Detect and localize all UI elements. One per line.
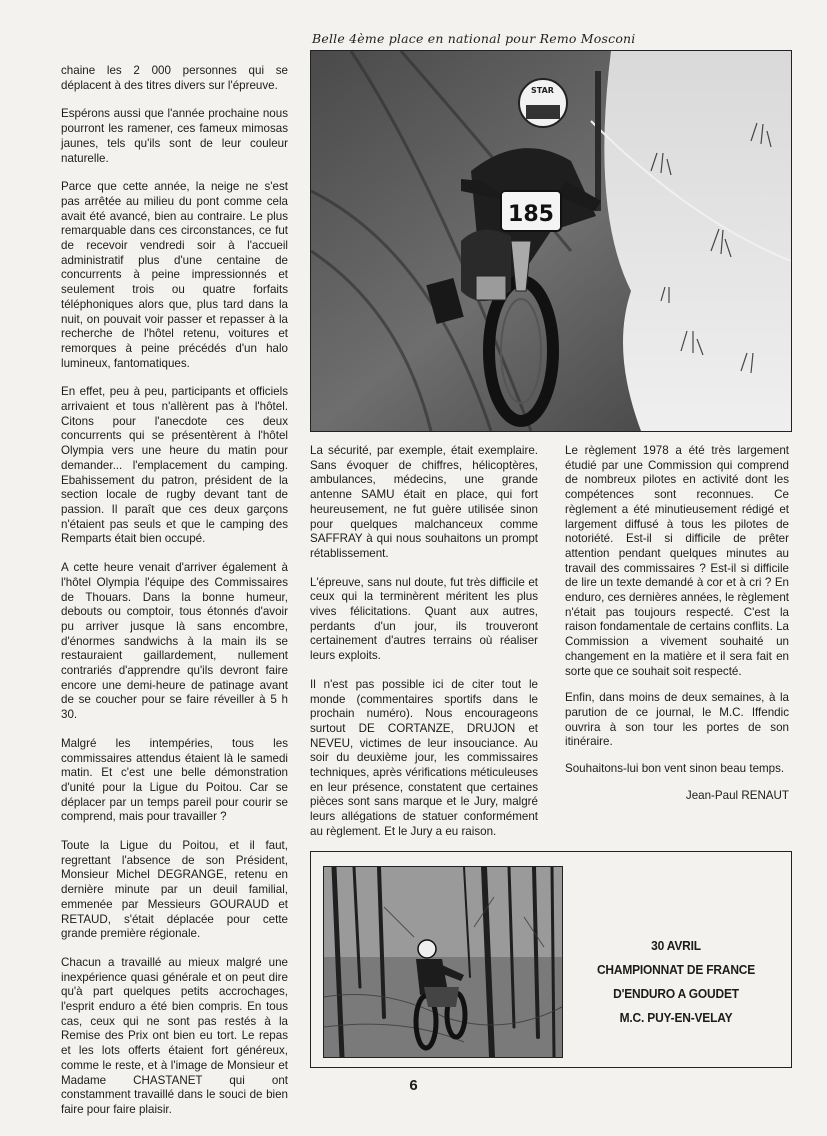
paragraph: Espérons aussi que l'année prochaine nous pourront les ramener, ces fameux mimosas jaunes, tels qu'ils sont de leur couleur naturelle. bbox=[61, 107, 288, 165]
event-details bbox=[574, 934, 778, 1030]
author-signature: Jean-Paul RENAUT bbox=[685, 788, 789, 802]
handwritten-caption: Belle 4ème place en national pour Remo Mosconi bbox=[312, 31, 636, 46]
photo-forest-illustration bbox=[324, 867, 562, 1057]
paragraph: Souhaitons-lui bon vent sinon beau temps. bbox=[565, 762, 785, 776]
race-number: 185 bbox=[508, 202, 554, 227]
paragraph: En effet, peu à peu, participants et officiels arrivaient et tous n'allèrent pas à l'hôtel. Citons pour l'anecdote ces deux concurrents qui se présentèrent à l'hôtel Olympia vers une heure du matin pour demander... l'emplacement du camping. Ebahissement du patron, président de la section locale de rugby devant tant de passion. Il paraît que ces deux garçons n'étaient pas seuls et que le camping des Remparts était bien occupé. bbox=[61, 385, 288, 546]
event-organizer: M.C. PUY-EN-VELAY bbox=[619, 1010, 733, 1025]
paragraph: L'épreuve, sans nul doute, fut très difficile et ceux qui la terminèrent méritent les plus vives félicitations. Quant aux autres, perdants d'un jour, ils trouveront certainement d'autres terrains où réaliser leurs exploits. bbox=[310, 575, 538, 663]
paragraph: Chacun a travaillé au mieux malgré une inexpérience quasi générale et on peut dire qu'à part quelques petits accrochages, l'esprit enduro a été bien compris. En tous cas, ceux qui ne sont pas restés à la Remise des Prix ont bien eu tort. Le repas et les lots offerts étaient fort généreux, comme le reste, et à l'image de Monsieur et Madame CHASTANET qui ont constamment travaillé dans le souci de bien faire pour faire plaisir. bbox=[61, 955, 288, 1116]
paragraph: Enfin, dans moins de deux semaines, à la parution de ce journal, le M.C. Iffendic ouvrira à son tour les portes de son itinéraire. bbox=[565, 691, 789, 749]
paragraph: Toute la Ligue du Poitou, et il faut, regrettant l'absence de son Président, Monsieur Michel DEGRANGE, retenu en dernière minute par un deuil familial, emmenée par Messieurs GOURAUD et RETAUD, s'était déplacée pour cette grande première régionale. bbox=[61, 839, 288, 941]
paragraph: A cette heure venait d'arriver également à l'hôtel Olympia l'équipe des Commissaires de Thouars. Dans la bonne humeur, debouts ou comptoir, tous étonnés d'avoir pu arriver jusque là sans encombre, d'énormes sandwichs à la main ils se restauraient gaillardement, nullement contrariés d'apprendre qu'ils devront faire encore une demi-heure de patinage avant de se coucher pour se faire réveiller à 5 h 30. bbox=[61, 561, 288, 722]
paragraph: chaine les 2 000 personnes qui se déplacent à des titres divers sur l'épreuve. bbox=[61, 64, 288, 92]
paragraph: Malgré les intempéries, tous les commissaires attendus étaient là le samedi matin. Et c'est une belle démonstration d'unité pour la Ligue du Poitou. Car se déplacer par un temps pareil pour courir se comprend, mais pour travailler ? bbox=[61, 736, 288, 824]
event-location: D'ENDURO A GOUDET bbox=[613, 986, 739, 1001]
article-column-middle bbox=[310, 444, 538, 854]
event-date: 30 AVRIL bbox=[651, 938, 701, 953]
event-announcement-box bbox=[310, 851, 792, 1068]
event-title: CHAMPIONNAT DE FRANCE bbox=[596, 962, 756, 977]
article-column-right bbox=[565, 444, 789, 803]
paragraph: Parce que cette année, la neige ne s'est pas arrêtée au milieu du pont comme cela avait été avancé, bien au contraire. Le plus remarquable dans ces circonstances, ce fut de recevoir vendredi soir à l'accueil administratif plus d'une centaine de concurrents à peine impressionnés et seulement trois ou quatre forfaits téléphoniques alors que, plus tard dans la nuit, on pouvait voir passer et repasser à la recherche de l'hôtel retenu, voitures et remorques à peine précédés d'un halo lumineux, fantomatiques. bbox=[61, 180, 288, 370]
article-column-left bbox=[61, 64, 288, 1132]
photo-rider-illustration bbox=[311, 51, 791, 431]
photo-forest-rider bbox=[323, 866, 563, 1058]
paragraph: Le règlement 1978 a été très largement étudié par une Commission qui comprend de nombreux pilotes en activité dont les compétences sont reconnues. Ce règlement a été minutieusement rédigé et largement diffusé à tous les pilotes de notoriété. Est-il si difficile de prêter attention pendant quelques minutes au travail des commissaires ? Est-il si difficile de lire un texte demandé à cor et à cri ? En enduro, ces dernières années, le règlement n'était pas toujours respecté. C'est la raison fondamentale de certains conflits. La Commission a vivement souhaité un changement en la matière et il sera fait en sorte que ce souhait soit respecté. bbox=[565, 444, 789, 678]
helmet-text: STAR bbox=[531, 86, 554, 95]
photo-motocross-rider bbox=[310, 50, 792, 432]
paragraph: Il n'est pas possible ici de citer tout le monde (commentaires sportifs dans le prochain numéro). Nous encourageons surtout DE CORTANZE, DRUJON et NEVEU, victimes de leur insouciance. Au soir du deuxième jour, les commissaires techniques, après vérifications méticuleuses en leur présence, constatent que certaines pièces sont sans marque et le Jury, malgré leurs allégations de statuer conformément au règlement. Et le Jury a eu raison. bbox=[310, 677, 538, 838]
paragraph: La sécurité, par exemple, était exemplaire. Sans évoquer de chiffres, hélicoptères, ambulances, médecins, une grande antenne SAMU était en place, qui fort heureusement, ne fut guère utilisée sinon pour quelques malchanceux comme SAFFRAY à qui nous souhaitons un prompt rétablissement. bbox=[310, 444, 538, 560]
page-number: 6 bbox=[409, 1077, 418, 1094]
